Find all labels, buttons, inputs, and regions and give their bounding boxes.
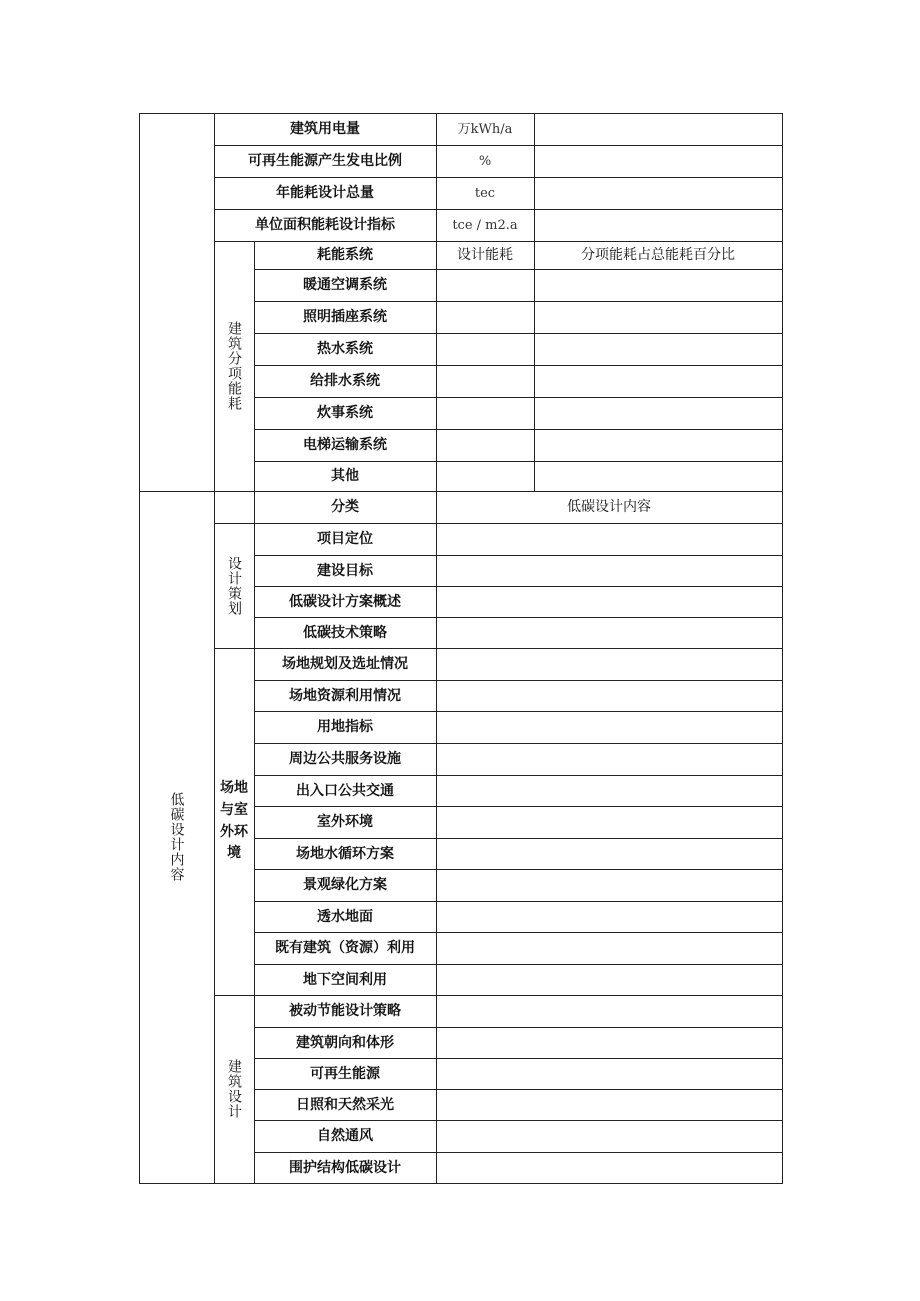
- lowcarbon-group-label: 建筑设计: [226, 1059, 242, 1119]
- grid-line-h: [139, 1183, 783, 1184]
- grid-line-h: [254, 901, 783, 902]
- energy-row-unit: 万kWh/a: [457, 121, 513, 137]
- lowcarbon-item-content-field[interactable]: [436, 775, 782, 806]
- grid-line-h: [139, 113, 783, 114]
- lowcarbon-item-label: 场地资源利用情况: [289, 687, 401, 704]
- lowcarbon-item-content-field[interactable]: [436, 586, 782, 617]
- energy-share-field[interactable]: [534, 461, 782, 491]
- grid-line-h: [254, 269, 783, 270]
- lowcarbon-item-label: 围护结构低碳设计: [289, 1159, 401, 1176]
- grid-line-h: [139, 491, 783, 492]
- energy-share-field[interactable]: [534, 269, 782, 301]
- energy-row-unit: %: [478, 153, 492, 169]
- lowcarbon-item-content-field[interactable]: [436, 1152, 782, 1183]
- design-energy-field[interactable]: [436, 269, 534, 301]
- grid-line-h: [254, 964, 783, 965]
- design-energy-field[interactable]: [436, 397, 534, 429]
- lowcarbon-item-content-field[interactable]: [436, 932, 782, 964]
- grid-line-h: [254, 555, 783, 556]
- lowcarbon-item-content-field[interactable]: [436, 555, 782, 586]
- grid-line-h: [254, 1152, 783, 1153]
- lowcarbon-item-label: 出入口公共交通: [296, 782, 394, 799]
- lowcarbon-item-label: 可再生能源: [310, 1065, 380, 1082]
- system-header: 耗能系统: [317, 247, 373, 263]
- system-row-label: 炊事系统: [317, 405, 373, 421]
- energy-share-field[interactable]: [534, 365, 782, 397]
- system-row-label: 热水系统: [317, 341, 373, 357]
- energy-share-field[interactable]: [534, 397, 782, 429]
- grid-line-h: [214, 177, 783, 178]
- lowcarbon-item-label: 建设目标: [317, 562, 373, 579]
- lowcarbon-item-content-field[interactable]: [436, 901, 782, 932]
- grid-line-h: [214, 523, 783, 524]
- lowcarbon-group-label-text: 场地与室外环境: [220, 780, 248, 862]
- lowcarbon-section-label: 低碳设计内容: [168, 792, 185, 882]
- lowcarbon-item-content-field[interactable]: [436, 617, 782, 648]
- lowcarbon-item-content-field[interactable]: [436, 964, 782, 995]
- lowcarbon-item-label: 场地规划及选址情况: [282, 656, 408, 672]
- grid-line-h: [254, 365, 783, 366]
- grid-line-h: [254, 680, 783, 681]
- lowcarbon-item-label: 被动节能设计策略: [289, 1003, 401, 1019]
- energy-share-header: 分项能耗占总能耗百分比: [581, 247, 735, 263]
- energy-row-label: 可再生能源产生发电比例: [248, 153, 402, 169]
- lowcarbon-item-content-field[interactable]: [436, 838, 782, 869]
- system-row-label: 电梯运输系统: [303, 437, 387, 453]
- grid-line-h: [254, 461, 783, 462]
- lowcarbon-item-content-field[interactable]: [436, 869, 782, 901]
- energy-row-label: 单位面积能耗设计指标: [255, 217, 395, 233]
- design-energy-field[interactable]: [436, 333, 534, 365]
- lowcarbon-item-label: 室外环境: [317, 814, 373, 830]
- grid-line-h: [214, 995, 783, 996]
- grid-line-h: [254, 806, 783, 807]
- design-energy-field[interactable]: [436, 301, 534, 333]
- grid-line-h: [254, 617, 783, 618]
- grid-line-h: [254, 743, 783, 744]
- lowcarbon-item-label: 既有建筑（资源）利用: [275, 940, 415, 956]
- design-energy-field[interactable]: [436, 461, 534, 491]
- grid-line-h: [254, 838, 783, 839]
- energy-share-field[interactable]: [534, 333, 782, 365]
- grid-line-v: [534, 113, 535, 492]
- category-header: 分类: [331, 499, 359, 515]
- lowcarbon-item-content-field[interactable]: [436, 1120, 782, 1152]
- design-energy-field[interactable]: [436, 365, 534, 397]
- energy-row-unit: tec: [474, 185, 496, 201]
- grid-line-h: [254, 586, 783, 587]
- design-energy-field[interactable]: [436, 429, 534, 461]
- lowcarbon-item-label: 透水地面: [317, 908, 373, 925]
- lowcarbon-item-label: 建筑朝向和体形: [296, 1034, 394, 1051]
- design-energy-header: 设计能耗: [457, 247, 513, 263]
- lowcarbon-item-label: 场地水循环方案: [296, 845, 394, 862]
- grid-line-h: [214, 209, 783, 210]
- grid-line-h: [254, 1027, 783, 1028]
- lowcarbon-item-content-field[interactable]: [436, 523, 782, 555]
- grid-line-h: [254, 932, 783, 933]
- lowcarbon-item-label: 周边公共服务设施: [289, 751, 401, 767]
- grid-line-h: [254, 1120, 783, 1121]
- grid-line-h: [214, 145, 783, 146]
- subitem-energy-group-label: 建筑分项能耗: [226, 321, 242, 411]
- lowcarbon-item-label: 低碳技术策略: [303, 624, 387, 641]
- grid-line-h: [254, 301, 783, 302]
- lowcarbon-item-label: 自然通风: [317, 1128, 373, 1144]
- system-row-label: 照明插座系统: [303, 309, 387, 325]
- grid-line-h: [214, 648, 783, 649]
- energy-row-label: 建筑用电量: [290, 121, 360, 137]
- grid-line-h: [254, 397, 783, 398]
- energy-row-value-field[interactable]: [534, 113, 782, 145]
- energy-row-value-field[interactable]: [534, 145, 782, 177]
- grid-line-h: [254, 1058, 783, 1059]
- grid-line-h: [254, 333, 783, 334]
- grid-line-h: [254, 429, 783, 430]
- grid-line-v: [254, 241, 255, 1184]
- energy-share-field[interactable]: [534, 429, 782, 461]
- system-row-label: 暖通空调系统: [303, 277, 387, 293]
- lowcarbon-item-label: 地下空间利用: [303, 971, 387, 988]
- grid-line-h: [254, 1089, 783, 1090]
- grid-line-h: [254, 775, 783, 776]
- energy-row-value-field[interactable]: [534, 209, 782, 241]
- lowcarbon-item-label: 低碳设计方案概述: [289, 593, 401, 610]
- energy-row-value-field[interactable]: [534, 177, 782, 209]
- grid-line-h: [214, 241, 783, 242]
- lowcarbon-item-content-field[interactable]: [436, 680, 782, 711]
- energy-row-label: 年能耗设计总量: [276, 185, 374, 201]
- system-row-label: 其他: [331, 468, 359, 484]
- lowcarbon-item-label: 日照和天然采光: [296, 1096, 394, 1113]
- grid-line-h: [254, 711, 783, 712]
- lowcarbon-item-content-field[interactable]: [436, 995, 782, 1027]
- grid-line-v: [139, 113, 140, 1184]
- lowcarbon-item-content-field[interactable]: [436, 1027, 782, 1058]
- energy-row-unit: tce / m2.a: [452, 217, 518, 233]
- lowcarbon-item-content-field[interactable]: [436, 648, 782, 680]
- lowcarbon-content-header: 低碳设计内容: [567, 499, 651, 515]
- energy-share-field[interactable]: [534, 301, 782, 333]
- lowcarbon-group-label: 设计策划: [226, 555, 242, 616]
- lowcarbon-item-content-field[interactable]: [436, 806, 782, 838]
- lowcarbon-item-content-field[interactable]: [436, 1058, 782, 1089]
- grid-line-h: [254, 869, 783, 870]
- lowcarbon-item-label: 项目定位: [317, 531, 373, 547]
- lowcarbon-group-label: [214, 648, 254, 995]
- lowcarbon-item-content-field[interactable]: [436, 743, 782, 775]
- lowcarbon-item-label: 景观绿化方案: [303, 877, 387, 893]
- system-row-label: 给排水系统: [310, 373, 380, 389]
- lowcarbon-item-label: 用地指标: [317, 719, 373, 735]
- lowcarbon-item-content-field[interactable]: [436, 1089, 782, 1120]
- lowcarbon-item-content-field[interactable]: [436, 711, 782, 743]
